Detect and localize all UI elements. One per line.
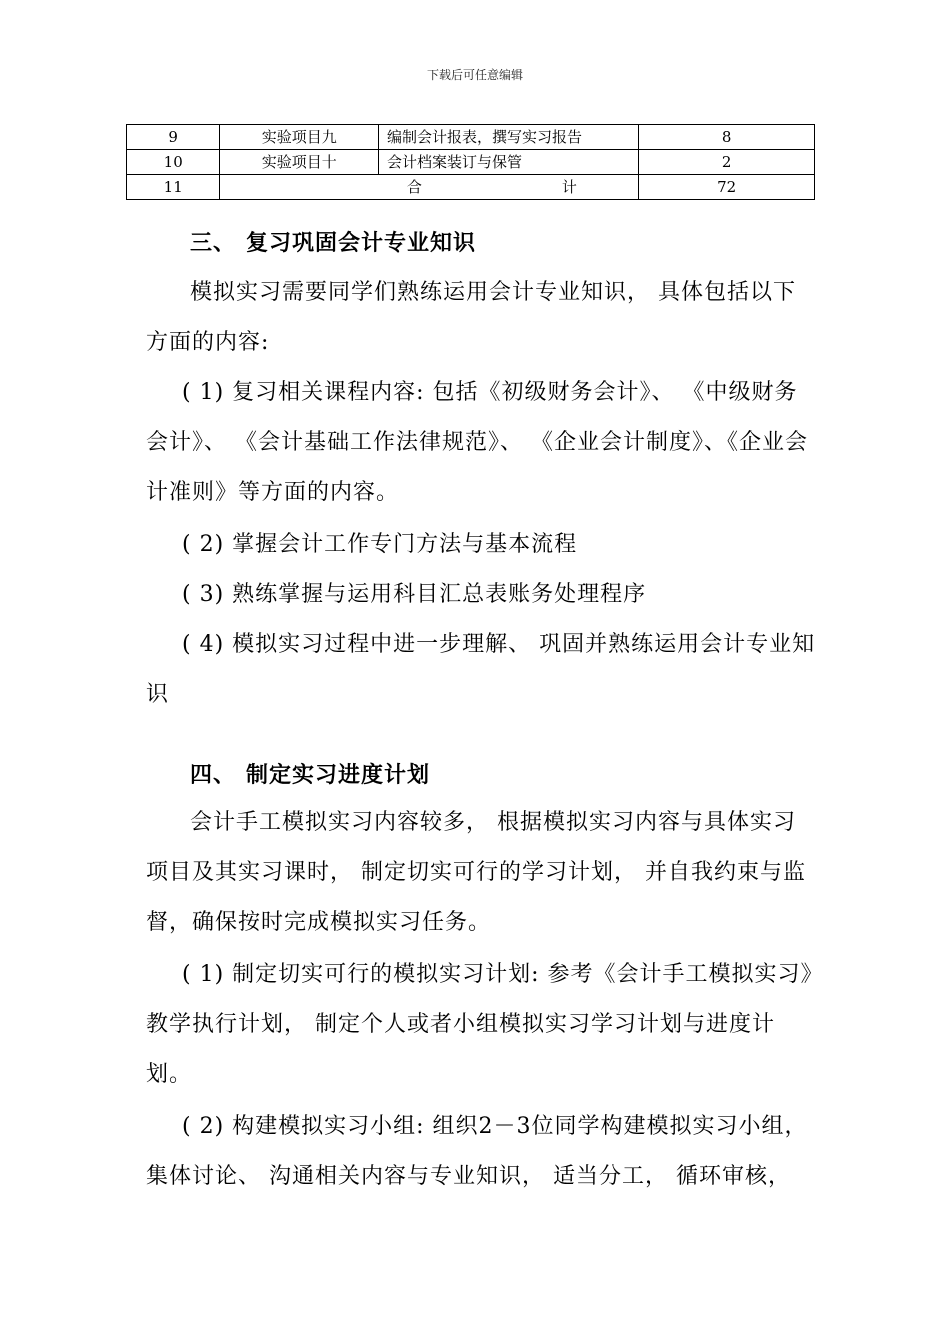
row-content: 会计档案装订与保管	[379, 150, 639, 175]
row-hours: 2	[639, 150, 815, 175]
page-header: 下载后可任意编辑	[426, 68, 523, 82]
total-label-left: 合	[406, 178, 422, 196]
list-item: ( 1) 复习相关课程内容: 包括《初级财务会计》、 《中级财务会计》、 《会计基础工作法律规范》、 《企业会计制度》、《企业会计准则》等方面的内容。	[146, 380, 808, 505]
experiment-schedule-table	[126, 124, 815, 200]
list-item: ( 2) 构建模拟实习小组: 组织2－3位同学构建模拟实习小组， 集体讨论、 沟通相关内容与专业知识， 适当分工， 循环审核，	[146, 1114, 808, 1189]
table-row	[127, 125, 815, 150]
row-hours: 8	[639, 125, 815, 150]
list-item: ( 2) 掌握会计工作专门方法与基本流程	[182, 532, 578, 557]
section-number: 四、	[190, 762, 237, 788]
total-label-right: 计	[561, 178, 577, 196]
row-item: 实验项目十	[220, 150, 379, 175]
section-heading	[190, 758, 430, 789]
section-number: 三、	[190, 230, 237, 256]
section-heading	[190, 226, 476, 257]
table-total-row	[127, 175, 815, 200]
row-number: 10	[127, 150, 220, 175]
row-content: 编制会计报表，撰写实习报告	[379, 125, 639, 150]
list-item: ( 4) 模拟实习过程中进一步理解、 巩固并熟练运用会计专业知识	[146, 632, 816, 707]
paragraph: 模拟实习需要同学们熟练运用会计专业知识， 具体包括以下方面的内容:	[146, 280, 796, 355]
row-number: 9	[127, 125, 220, 150]
table-row	[127, 150, 815, 175]
list-item: ( 3) 熟练掌握与运用科目汇总表账务处理程序	[182, 582, 647, 607]
section-title: 制定实习进度计划	[246, 762, 431, 788]
list-item: ( 1) 制定切实可行的模拟实习计划: 参考《会计手工模拟实习》教学执行计划， 制定个人或者小组模拟实习学习计划与进度计划。	[146, 962, 813, 1087]
paragraph: 会计手工模拟实习内容较多， 根据模拟实习内容与具体实习项目及其实习课时， 制定切实可行的学习计划， 并自我约束与监督，确保按时完成模拟实习任务。	[146, 810, 806, 935]
section-title: 复习巩固会计专业知识	[246, 230, 477, 256]
row-item: 实验项目九	[220, 125, 379, 150]
total-hours: 72	[639, 175, 815, 200]
total-number: 11	[127, 175, 220, 200]
total-label	[220, 175, 639, 200]
